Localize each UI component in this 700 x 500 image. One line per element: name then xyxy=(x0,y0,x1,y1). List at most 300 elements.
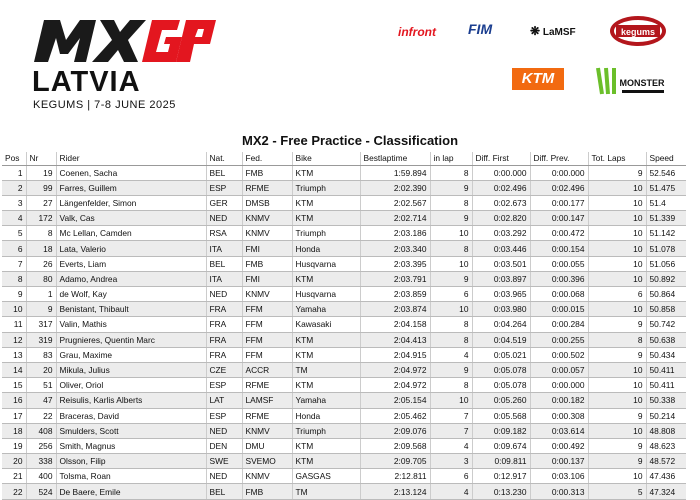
cell-bike: Yamaha xyxy=(292,393,360,408)
table-row xyxy=(2,180,686,195)
cell-tot-laps: 5 xyxy=(588,484,646,499)
cell-in-lap: 8 xyxy=(430,317,472,332)
cell-bestlaptime: 2:04.158 xyxy=(360,317,430,332)
cell-diff-first: 0:12.917 xyxy=(472,469,530,484)
cell-pos: 9 xyxy=(2,287,26,302)
cell-diff-prev: 0:03.614 xyxy=(530,423,588,438)
table-row xyxy=(2,165,686,180)
column-header-diff-prev: Diff. Prev. xyxy=(530,152,588,165)
classification-title: MX2 - Free Practice - Classification xyxy=(241,133,459,148)
cell-nr: 317 xyxy=(26,317,56,332)
cell-bike: KTM xyxy=(292,195,360,210)
cell-speed: 50.638 xyxy=(646,332,686,347)
cell-pos: 2 xyxy=(2,180,26,195)
cell-nr: 524 xyxy=(26,484,56,499)
cell-tot-laps: 10 xyxy=(588,195,646,210)
column-header-bike: Bike xyxy=(292,152,360,165)
cell-nat: NED xyxy=(206,287,242,302)
cell-diff-prev: 0:02.496 xyxy=(530,180,588,195)
cell-bike: Triumph xyxy=(292,423,360,438)
cell-pos: 3 xyxy=(2,195,26,210)
cell-rider: Tolsma, Roan xyxy=(56,469,206,484)
cell-nr: 256 xyxy=(26,438,56,453)
cell-pos: 10 xyxy=(2,302,26,317)
cell-in-lap: 3 xyxy=(430,454,472,469)
cell-pos: 4 xyxy=(2,211,26,226)
cell-speed: 51.339 xyxy=(646,211,686,226)
cell-nr: 22 xyxy=(26,408,56,423)
cell-rider: Mc Lellan, Camden xyxy=(56,226,206,241)
cell-speed: 51.056 xyxy=(646,256,686,271)
infront-logo: infront xyxy=(398,25,436,39)
cell-bestlaptime: 2:03.874 xyxy=(360,302,430,317)
cell-bestlaptime: 2:03.859 xyxy=(360,287,430,302)
cell-speed: 50.892 xyxy=(646,271,686,286)
cell-diff-first: 0:09.182 xyxy=(472,423,530,438)
cell-in-lap: 8 xyxy=(430,165,472,180)
cell-diff-prev: 0:00.492 xyxy=(530,438,588,453)
cell-fed: RFME xyxy=(242,408,292,423)
cell-nat: RSA xyxy=(206,226,242,241)
cell-nat: FRA xyxy=(206,302,242,317)
table-row xyxy=(2,256,686,271)
cell-nr: 172 xyxy=(26,211,56,226)
cell-in-lap: 8 xyxy=(430,332,472,347)
cell-nr: 99 xyxy=(26,180,56,195)
cell-nat: ESP xyxy=(206,180,242,195)
cell-bike: KTM xyxy=(292,332,360,347)
cell-bestlaptime: 2:04.915 xyxy=(360,347,430,362)
cell-bike: Triumph xyxy=(292,180,360,195)
cell-bike: Triumph xyxy=(292,226,360,241)
cell-diff-first: 0:13.230 xyxy=(472,484,530,499)
cell-speed: 50.864 xyxy=(646,287,686,302)
cell-bestlaptime: 2:03.340 xyxy=(360,241,430,256)
cell-tot-laps: 10 xyxy=(588,302,646,317)
cell-diff-first: 0:09.674 xyxy=(472,438,530,453)
column-header-tot-laps: Tot. Laps xyxy=(588,152,646,165)
ktm-logo: KTM xyxy=(512,68,564,90)
cell-bestlaptime: 2:02.567 xyxy=(360,195,430,210)
cell-tot-laps: 10 xyxy=(588,241,646,256)
cell-tot-laps: 10 xyxy=(588,180,646,195)
cell-bestlaptime: 2:12.811 xyxy=(360,469,430,484)
column-header-nat: Nat. xyxy=(206,152,242,165)
cell-diff-first: 0:03.965 xyxy=(472,287,530,302)
cell-bike: Kawasaki xyxy=(292,317,360,332)
cell-tot-laps: 10 xyxy=(588,423,646,438)
cell-speed: 51.475 xyxy=(646,180,686,195)
cell-bestlaptime: 2:02.714 xyxy=(360,211,430,226)
cell-diff-first: 0:05.568 xyxy=(472,408,530,423)
column-header-rider: Rider xyxy=(56,152,206,165)
cell-tot-laps: 9 xyxy=(588,438,646,453)
cell-rider: Reisulis, Karlis Alberts xyxy=(56,393,206,408)
cell-speed: 52.546 xyxy=(646,165,686,180)
cell-in-lap: 7 xyxy=(430,423,472,438)
lamsf-logo-text: LaMSF xyxy=(542,27,576,38)
cell-speed: 48.572 xyxy=(646,454,686,469)
cell-diff-prev: 0:00.177 xyxy=(530,195,588,210)
cell-bike: TM xyxy=(292,484,360,499)
cell-in-lap: 8 xyxy=(430,378,472,393)
table-row xyxy=(2,287,686,302)
column-header-diff-first: Diff. First xyxy=(472,152,530,165)
cell-diff-prev: 0:00.154 xyxy=(530,241,588,256)
cell-nat: FRA xyxy=(206,332,242,347)
cell-pos: 18 xyxy=(2,423,26,438)
column-header-fed: Fed. xyxy=(242,152,292,165)
cell-speed: 50.858 xyxy=(646,302,686,317)
cell-diff-first: 0:03.292 xyxy=(472,226,530,241)
cell-rider: Coenen, Sacha xyxy=(56,165,206,180)
table-row xyxy=(2,378,686,393)
cell-in-lap: 8 xyxy=(430,241,472,256)
cell-diff-prev: 0:00.396 xyxy=(530,271,588,286)
table-row xyxy=(2,211,686,226)
cell-bike: KTM xyxy=(292,165,360,180)
cell-rider: Längenfelder, Simon xyxy=(56,195,206,210)
cell-in-lap: 9 xyxy=(430,362,472,377)
cell-bike: TM xyxy=(292,362,360,377)
cell-nr: 319 xyxy=(26,332,56,347)
cell-rider: Valin, Mathis xyxy=(56,317,206,332)
cell-diff-prev: 0:00.137 xyxy=(530,454,588,469)
cell-rider: Olsson, Filip xyxy=(56,454,206,469)
cell-nat: CZE xyxy=(206,362,242,377)
cell-nr: 18 xyxy=(26,241,56,256)
cell-bike: KTM xyxy=(292,211,360,226)
cell-pos: 13 xyxy=(2,347,26,362)
table-row xyxy=(2,302,686,317)
cell-in-lap: 10 xyxy=(430,302,472,317)
svg-text:MONSTER: MONSTER xyxy=(619,78,665,88)
cell-nr: 19 xyxy=(26,165,56,180)
cell-pos: 7 xyxy=(2,256,26,271)
cell-speed: 50.338 xyxy=(646,393,686,408)
cell-diff-first: 0:02.496 xyxy=(472,180,530,195)
cell-diff-first: 0:05.078 xyxy=(472,378,530,393)
cell-speed: 48.808 xyxy=(646,423,686,438)
cell-rider: de Wolf, Kay xyxy=(56,287,206,302)
cell-diff-prev: 0:00.284 xyxy=(530,317,588,332)
cell-speed: 50.214 xyxy=(646,408,686,423)
cell-tot-laps: 10 xyxy=(588,362,646,377)
cell-in-lap: 6 xyxy=(430,287,472,302)
cell-pos: 5 xyxy=(2,226,26,241)
cell-pos: 15 xyxy=(2,378,26,393)
cell-diff-prev: 0:00.182 xyxy=(530,393,588,408)
cell-diff-first: 0:04.264 xyxy=(472,317,530,332)
cell-tot-laps: 6 xyxy=(588,287,646,302)
cell-diff-first: 0:03.897 xyxy=(472,271,530,286)
cell-diff-prev: 0:00.313 xyxy=(530,484,588,499)
cell-speed: 48.623 xyxy=(646,438,686,453)
cell-diff-prev: 0:00.015 xyxy=(530,302,588,317)
table-row xyxy=(2,195,686,210)
cell-nat: ESP xyxy=(206,378,242,393)
cell-speed: 47.436 xyxy=(646,469,686,484)
cell-fed: FMI xyxy=(242,271,292,286)
table-row xyxy=(2,362,686,377)
cell-tot-laps: 10 xyxy=(588,226,646,241)
cell-rider: Prugnieres, Quentin Marc xyxy=(56,332,206,347)
cell-tot-laps: 9 xyxy=(588,165,646,180)
cell-tot-laps: 10 xyxy=(588,378,646,393)
cell-nr: 338 xyxy=(26,454,56,469)
cell-fed: KNMV xyxy=(242,287,292,302)
cell-in-lap: 4 xyxy=(430,438,472,453)
cell-fed: KNMV xyxy=(242,469,292,484)
cell-speed: 51.4 xyxy=(646,195,686,210)
table-row xyxy=(2,438,686,453)
column-header-in-lap: in lap xyxy=(430,152,472,165)
cell-nat: DEN xyxy=(206,438,242,453)
table-header-row xyxy=(2,152,686,165)
cell-nr: 27 xyxy=(26,195,56,210)
cell-nr: 400 xyxy=(26,469,56,484)
cell-nat: GER xyxy=(206,195,242,210)
cell-nat: ITA xyxy=(206,271,242,286)
cell-rider: Braceras, David xyxy=(56,408,206,423)
cell-nat: NED xyxy=(206,423,242,438)
kegums-logo xyxy=(608,14,668,48)
cell-diff-prev: 0:00.472 xyxy=(530,226,588,241)
table-row xyxy=(2,226,686,241)
cell-fed: SVEMO xyxy=(242,454,292,469)
cell-in-lap: 10 xyxy=(430,256,472,271)
cell-diff-first: 0:03.501 xyxy=(472,256,530,271)
cell-fed: FFM xyxy=(242,302,292,317)
cell-bike: KTM xyxy=(292,347,360,362)
cell-pos: 20 xyxy=(2,454,26,469)
cell-diff-first: 0:09.811 xyxy=(472,454,530,469)
cell-bike: Honda xyxy=(292,241,360,256)
event-date-location: KEGUMS | 7-8 JUNE 2025 xyxy=(33,99,176,111)
cell-nat: ITA xyxy=(206,241,242,256)
cell-nr: 20 xyxy=(26,362,56,377)
cell-pos: 1 xyxy=(2,165,26,180)
cell-diff-prev: 0:00.057 xyxy=(530,362,588,377)
cell-tot-laps: 8 xyxy=(588,332,646,347)
fim-logo: FIM xyxy=(468,21,493,37)
cell-in-lap: 10 xyxy=(430,393,472,408)
cell-nat: NED xyxy=(206,469,242,484)
cell-nr: 1 xyxy=(26,287,56,302)
cell-diff-prev: 0:00.308 xyxy=(530,408,588,423)
cell-bestlaptime: 2:05.462 xyxy=(360,408,430,423)
cell-diff-prev: 0:00.068 xyxy=(530,287,588,302)
cell-rider: Smulders, Scott xyxy=(56,423,206,438)
cell-fed: FFM xyxy=(242,332,292,347)
cell-tot-laps: 9 xyxy=(588,454,646,469)
cell-fed: FMB xyxy=(242,256,292,271)
cell-rider: Everts, Liam xyxy=(56,256,206,271)
table-row xyxy=(2,393,686,408)
classification-table xyxy=(2,152,686,500)
cell-in-lap: 9 xyxy=(430,180,472,195)
cell-bike: KTM xyxy=(292,378,360,393)
cell-bike: KTM xyxy=(292,454,360,469)
cell-bestlaptime: 2:02.390 xyxy=(360,180,430,195)
cell-speed: 47.324 xyxy=(646,484,686,499)
cell-diff-first: 0:05.260 xyxy=(472,393,530,408)
cell-diff-first: 0:00.000 xyxy=(472,165,530,180)
cell-fed: FFM xyxy=(242,347,292,362)
cell-fed: RFME xyxy=(242,180,292,195)
table-row xyxy=(2,469,686,484)
cell-nat: NED xyxy=(206,211,242,226)
table-row xyxy=(2,454,686,469)
cell-in-lap: 10 xyxy=(430,226,472,241)
table-row xyxy=(2,347,686,362)
cell-diff-prev: 0:00.000 xyxy=(530,165,588,180)
column-header-nr: Nr xyxy=(26,152,56,165)
cell-in-lap: 9 xyxy=(430,211,472,226)
cell-fed: LAMSF xyxy=(242,393,292,408)
cell-in-lap: 4 xyxy=(430,347,472,362)
cell-pos: 16 xyxy=(2,393,26,408)
cell-pos: 19 xyxy=(2,438,26,453)
cell-bike: KTM xyxy=(292,271,360,286)
cell-bike: Husqvarna xyxy=(292,287,360,302)
table-row xyxy=(2,271,686,286)
svg-text:kegums: kegums xyxy=(620,27,656,37)
cell-diff-prev: 0:00.055 xyxy=(530,256,588,271)
cell-rider: Oliver, Oriol xyxy=(56,378,206,393)
table-row xyxy=(2,484,686,499)
cell-speed: 51.142 xyxy=(646,226,686,241)
cell-nat: LAT xyxy=(206,393,242,408)
cell-fed: KNMV xyxy=(242,423,292,438)
cell-bestlaptime: 2:03.186 xyxy=(360,226,430,241)
cell-rider: Smith, Magnus xyxy=(56,438,206,453)
cell-rider: Valk, Cas xyxy=(56,211,206,226)
cell-bestlaptime: 2:04.972 xyxy=(360,378,430,393)
lamsf-emblem-icon: ❋ xyxy=(530,24,541,38)
cell-pos: 6 xyxy=(2,241,26,256)
cell-pos: 14 xyxy=(2,362,26,377)
cell-nr: 8 xyxy=(26,226,56,241)
cell-nat: SWE xyxy=(206,454,242,469)
cell-rider: Benistant, Thibault xyxy=(56,302,206,317)
table-row xyxy=(2,423,686,438)
cell-pos: 12 xyxy=(2,332,26,347)
cell-fed: KNMV xyxy=(242,226,292,241)
cell-tot-laps: 10 xyxy=(588,211,646,226)
cell-bike: Yamaha xyxy=(292,302,360,317)
cell-fed: FMI xyxy=(242,241,292,256)
cell-diff-prev: 0:00.000 xyxy=(530,378,588,393)
cell-nr: 9 xyxy=(26,302,56,317)
cell-nat: BEL xyxy=(206,256,242,271)
cell-diff-first: 0:05.021 xyxy=(472,347,530,362)
cell-in-lap: 9 xyxy=(430,271,472,286)
cell-diff-first: 0:05.078 xyxy=(472,362,530,377)
cell-bike: Husqvarna xyxy=(292,256,360,271)
cell-pos: 8 xyxy=(2,271,26,286)
cell-nat: ESP xyxy=(206,408,242,423)
cell-pos: 11 xyxy=(2,317,26,332)
cell-bestlaptime: 2:09.705 xyxy=(360,454,430,469)
cell-nat: FRA xyxy=(206,317,242,332)
cell-nat: BEL xyxy=(206,484,242,499)
cell-fed: FFM xyxy=(242,317,292,332)
cell-tot-laps: 10 xyxy=(588,271,646,286)
cell-nr: 26 xyxy=(26,256,56,271)
cell-speed: 50.411 xyxy=(646,362,686,377)
table-row xyxy=(2,241,686,256)
event-name: LATVIA xyxy=(32,66,141,98)
cell-diff-first: 0:04.519 xyxy=(472,332,530,347)
cell-tot-laps: 9 xyxy=(588,408,646,423)
cell-diff-first: 0:02.673 xyxy=(472,195,530,210)
cell-diff-prev: 0:00.255 xyxy=(530,332,588,347)
cell-bestlaptime: 2:09.076 xyxy=(360,423,430,438)
cell-rider: Farres, Guillem xyxy=(56,180,206,195)
cell-bike: GASGAS xyxy=(292,469,360,484)
monster-energy-logo xyxy=(592,64,670,104)
cell-rider: Mikula, Julius xyxy=(56,362,206,377)
column-header-pos: Pos xyxy=(2,152,26,165)
column-header-speed: Speed xyxy=(646,152,686,165)
cell-nr: 80 xyxy=(26,271,56,286)
cell-pos: 17 xyxy=(2,408,26,423)
cell-pos: 21 xyxy=(2,469,26,484)
cell-diff-prev: 0:03.106 xyxy=(530,469,588,484)
cell-tot-laps: 10 xyxy=(588,393,646,408)
cell-in-lap: 8 xyxy=(430,195,472,210)
cell-bestlaptime: 2:04.972 xyxy=(360,362,430,377)
cell-bestlaptime: 2:05.154 xyxy=(360,393,430,408)
cell-nr: 83 xyxy=(26,347,56,362)
cell-nat: BEL xyxy=(206,165,242,180)
cell-speed: 50.434 xyxy=(646,347,686,362)
table-row xyxy=(2,332,686,347)
cell-diff-prev: 0:00.502 xyxy=(530,347,588,362)
cell-diff-first: 0:03.980 xyxy=(472,302,530,317)
cell-diff-first: 0:03.446 xyxy=(472,241,530,256)
cell-fed: RFME xyxy=(242,378,292,393)
cell-nr: 51 xyxy=(26,378,56,393)
mxgp-logo xyxy=(30,12,220,64)
cell-nr: 408 xyxy=(26,423,56,438)
cell-rider: De Baere, Emile xyxy=(56,484,206,499)
cell-bike: KTM xyxy=(292,438,360,453)
cell-rider: Grau, Maxime xyxy=(56,347,206,362)
cell-bestlaptime: 2:04.413 xyxy=(360,332,430,347)
document-header xyxy=(0,0,700,128)
cell-bestlaptime: 2:03.395 xyxy=(360,256,430,271)
table-row xyxy=(2,317,686,332)
cell-pos: 22 xyxy=(2,484,26,499)
cell-fed: FMB xyxy=(242,484,292,499)
cell-tot-laps: 9 xyxy=(588,317,646,332)
cell-diff-first: 0:02.820 xyxy=(472,211,530,226)
cell-in-lap: 7 xyxy=(430,408,472,423)
cell-fed: FMB xyxy=(242,165,292,180)
cell-bike: Honda xyxy=(292,408,360,423)
cell-rider: Lata, Valerio xyxy=(56,241,206,256)
cell-nat: FRA xyxy=(206,347,242,362)
cell-bestlaptime: 2:09.568 xyxy=(360,438,430,453)
cell-tot-laps: 9 xyxy=(588,347,646,362)
table-row xyxy=(2,408,686,423)
cell-speed: 50.742 xyxy=(646,317,686,332)
cell-bestlaptime: 1:59.894 xyxy=(360,165,430,180)
cell-fed: KNMV xyxy=(242,211,292,226)
column-header-bestlaptime: Bestlaptime xyxy=(360,152,430,165)
